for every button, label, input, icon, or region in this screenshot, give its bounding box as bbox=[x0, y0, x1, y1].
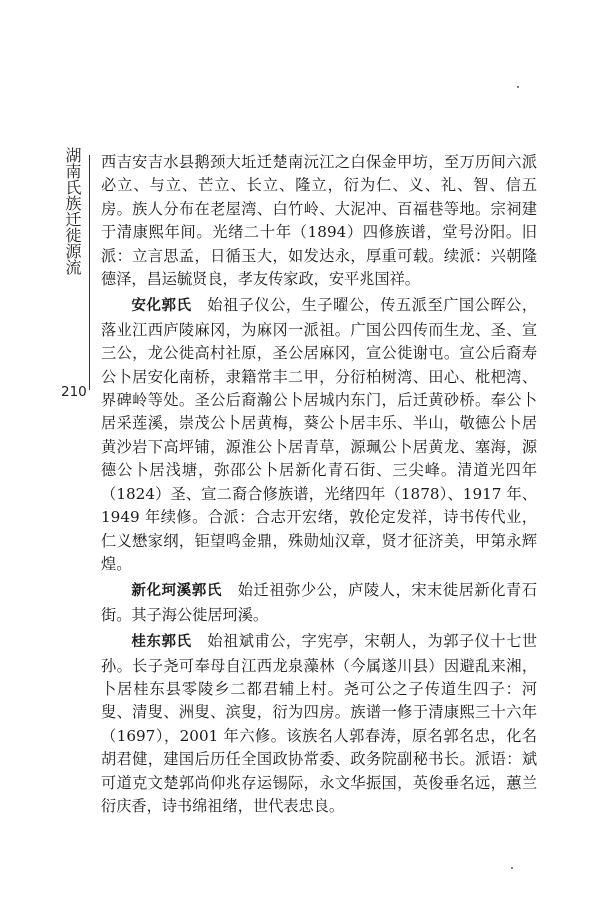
section-heading: 新化珂溪郭氏 bbox=[131, 583, 222, 600]
book-title-vertical: 湖南氏族迁徙源流 bbox=[63, 147, 82, 275]
scan-speck bbox=[517, 86, 519, 88]
scan-speck bbox=[511, 867, 513, 869]
paragraph-xinhua-kexi-guo bbox=[101, 579, 537, 627]
section-heading: 安化郭氏 bbox=[131, 298, 192, 315]
margin-rule bbox=[89, 155, 90, 390]
paragraph-guidong-guo bbox=[101, 630, 537, 818]
page-number: 210 bbox=[61, 384, 87, 400]
paragraph-continuation bbox=[101, 151, 537, 291]
body-text bbox=[101, 151, 537, 821]
paragraph-text: 始迁祖弥少公，庐陵人，宋末徙居新化青石街。其子海公徙居珂溪。 bbox=[101, 581, 538, 624]
paragraph-text: 西吉安吉水县鹅颈大坵迁楚南沅江之白保金甲坊，至万历间六派必立、与立、芒立、长立、隆立，衍为仁、义、礼、智、信五房。族人分布在老屋湾、白竹岭、大泥冲、百福巷等地。宗祠建于清康熙年间。光绪二十年（1894）四修族谱，堂号汾阳。旧派：立言思孟，日循玉大，如发达永，厚重可载。续派：兴朝隆德泽，昌运毓贤良，孝友传家政，安平兆国祥。 bbox=[101, 153, 537, 289]
paragraph-text: 始祖子仪公，生子曜公，传五派至广国公晖公，落业江西庐陵麻冈，为麻冈一派祖。广国公四传而生龙、圣、宣三公，龙公徙高村社原，圣公居麻冈，宣公徙谢屯。宣公后裔寿公卜居安化南桥，隶籍常丰二甲，分衍柏树湾、田心、枇杷湾、界碑岭等处。圣公后裔瀚公卜居城内东门，后迁黄砂桥。奉公卜居采莲溪，崇茂公卜居黄梅，葵公卜居丰乐、半山，敬德公卜居黄沙岩下高坪铺，源淮公卜居青草，源珮公卜居黄龙、塞海，源德公卜居浅塘，弥邵公卜居新化青石街、三尖峰。清道光四年（1824）圣、宣二裔合修族谱，光绪四年（1878）、1917 年、1949 年续修。合派：合志开宏绪，敦伦定发祥，诗书传代业，仁义懋家纲，钜望鸣金鼎，殊勋灿汉章，贤才征济美，甲第永辉煌。 bbox=[101, 296, 538, 573]
paragraph-text: 始祖斌甫公，字宪亭，宋朝人，为郭子仪十七世孙。长子尧可奉母自江西龙泉藻林（今属遂川县）因避乱来湘，卜居桂东县零陵乡二都君辅上村。尧可公之子传道生四子：河叟、清叟、洲叟、滨叟，衍为四房。族谱一修于清康熙三十六年（1697），2001 年六修。该族名人郭春涛，原名郭名忠，化名胡君健，建国后历任全国政协常委、政务院副秘书长。派语：斌可道克文楚郭尚仰兆存运锡际，永文华振国，英俊垂名远，蕙兰衍庆香，诗书绵祖绪，世代表忠良。 bbox=[101, 632, 538, 815]
section-heading: 桂东郭氏 bbox=[131, 634, 192, 651]
paragraph-anhua-guo bbox=[101, 294, 537, 576]
